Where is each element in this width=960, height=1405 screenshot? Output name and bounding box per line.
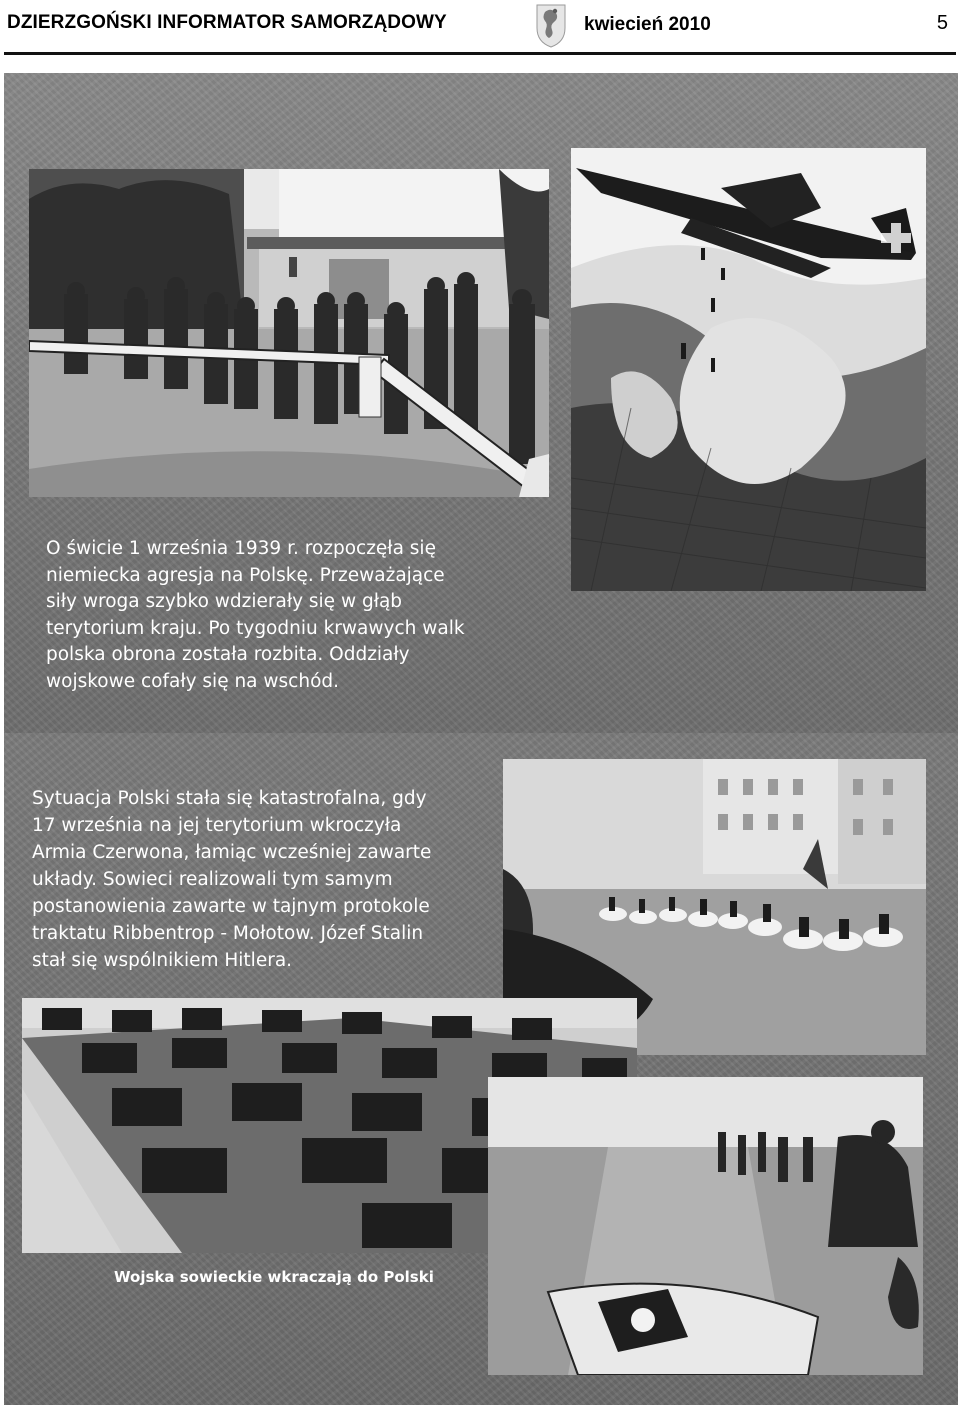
text-line: Armia Czerwona, łamiąc wcześniej zawarte bbox=[32, 842, 432, 863]
town-crest-icon bbox=[533, 2, 569, 48]
text-line: Sytuacja Polski stała się katastrofalna, gdy bbox=[32, 788, 427, 809]
photo-caption: Wojska sowieckie wkraczają do Polski bbox=[114, 1268, 434, 1286]
text-line: wojskowe cofały się na wschód. bbox=[46, 670, 340, 692]
issue-date: kwiecień 2010 bbox=[584, 14, 711, 35]
text-line: siły wroga szybko wdzierały się w głąb bbox=[46, 591, 403, 612]
slide-soviet-invasion bbox=[4, 733, 958, 1405]
invasion-text bbox=[46, 536, 465, 695]
header-divider bbox=[4, 52, 956, 55]
text-line: postanowienia zawarte w tajnym protokole bbox=[32, 896, 430, 917]
text-line: traktatu Ribbentrop - Mołotow. Józef Stalin bbox=[32, 923, 424, 944]
text-line: terytorium kraju. Po tygodniu krwawych walk bbox=[46, 617, 465, 639]
border-barrier-photo bbox=[29, 169, 549, 497]
publication-title: DZIERZGOŃSKI INFORMATOR SAMORZĄDOWY bbox=[7, 12, 447, 33]
page-header bbox=[0, 0, 960, 56]
text-line: 17 września na jej terytorium wkroczyła bbox=[32, 815, 402, 836]
page-number: 5 bbox=[936, 12, 948, 34]
text-line: układy. Sowieci realizowali tym samym bbox=[32, 869, 393, 890]
soldiers-marching-photo bbox=[488, 1077, 923, 1375]
text-line: O świcie 1 września 1939 r. rozpoczęła się bbox=[46, 538, 436, 559]
text-line: polska obrona została rozbita. Oddziały bbox=[46, 644, 410, 665]
text-line: niemiecka agresja na Polskę. Przeważające bbox=[46, 564, 445, 586]
soviet-text bbox=[32, 785, 431, 974]
text-line: stał się wspólnikiem Hitlera. bbox=[32, 950, 293, 971]
bomber-over-city-photo bbox=[571, 148, 926, 591]
slide-german-invasion bbox=[4, 73, 958, 733]
